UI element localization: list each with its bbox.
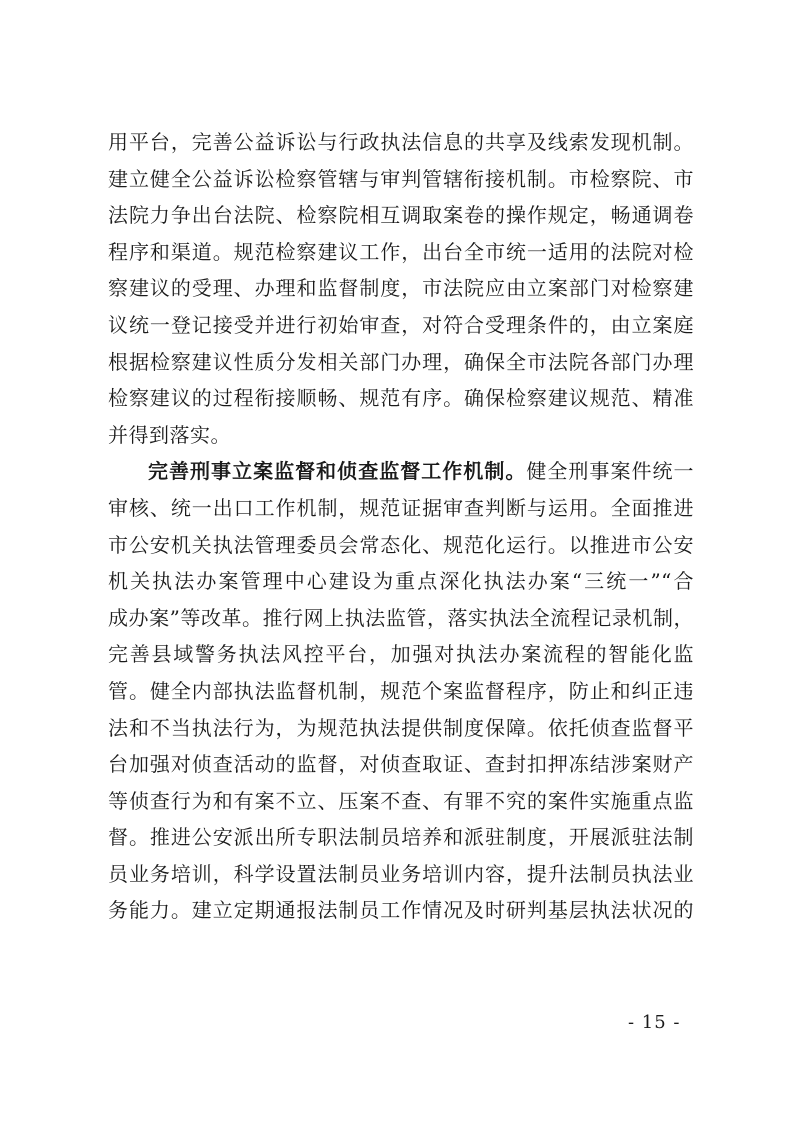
paragraph-line: 程序和渠道。规范检察建议工作，出台全市统一适用的法院对检 xyxy=(108,239,694,264)
paragraph-line: 市公安机关执法管理委员会常态化、规范化运行。以推进市公安 xyxy=(108,532,694,557)
paragraph-line: 成办案”等改革。推行网上执法监管，落实执法全流程记录机制， xyxy=(108,605,694,630)
paragraph-line: 用平台，完善公益诉讼与行政执法信息的共享及线索发现机制。 xyxy=(108,130,694,154)
heading-continuation: 健全刑事案件统一 xyxy=(526,459,695,484)
paragraph-line: 议统一登记接受并进行初始审查，对符合受理条件的，由立案庭 xyxy=(108,312,694,337)
section-heading: 完善刑事立案监督和侦查监督工作机制。 xyxy=(148,459,527,484)
paragraph-line: 根据检察建议性质分发相关部门办理，确保全市法院各部门办理 xyxy=(108,349,694,374)
body-text xyxy=(108,124,694,929)
paragraph-line: 检察建议的过程衔接顺畅、规范有序。确保检察建议规范、精准 xyxy=(108,386,694,411)
paragraph-line: 并得到落实。 xyxy=(108,422,231,447)
paragraph-line: 建立健全公益诉讼检察管辖与审判管辖衔接机制。市检察院、市 xyxy=(108,166,694,191)
paragraph-line: 审核、统一出口工作机制，规范证据审查判断与运用。全面推进 xyxy=(108,495,694,520)
paragraph-line: 管。健全内部执法监督机制，规范个案监督程序，防止和纠正违 xyxy=(108,678,694,703)
paragraph-line: 机关执法办案管理中心建设为重点深化执法办案“三统一”“合 xyxy=(108,569,694,594)
paragraph-line: 完善县域警务执法风控平台，加强对执法办案流程的智能化监 xyxy=(108,642,694,667)
paragraph-first-line xyxy=(108,453,694,490)
paragraph-line: 察建议的受理、办理和监督制度，市法院应由立案部门对检察建 xyxy=(108,276,694,301)
paragraph-line: 务能力。建立定期通报法制员工作情况及时研判基层执法状况的 xyxy=(108,898,694,923)
paragraph-line: 员业务培训，科学设置法制员业务培训内容，提升法制员执法业 xyxy=(108,861,694,886)
paragraph-line: 等侦查行为和有案不立、压案不查、有罪不究的案件实施重点监 xyxy=(108,788,694,813)
page-number: - 15 - xyxy=(628,1012,681,1033)
paragraph-line: 法院力争出台法院、检察院相互调取案卷的操作规定，畅通调卷 xyxy=(108,203,694,228)
paragraph-line: 法和不当执法行为，为规范执法提供制度保障。依托侦查监督平 xyxy=(108,715,694,740)
paragraph-line: 台加强对侦查活动的监督，对侦查取证、查封扣押冻结涉案财产 xyxy=(108,752,694,777)
paragraph-line: 督。推进公安派出所专职法制员培养和派驻制度，开展派驻法制 xyxy=(108,825,694,850)
